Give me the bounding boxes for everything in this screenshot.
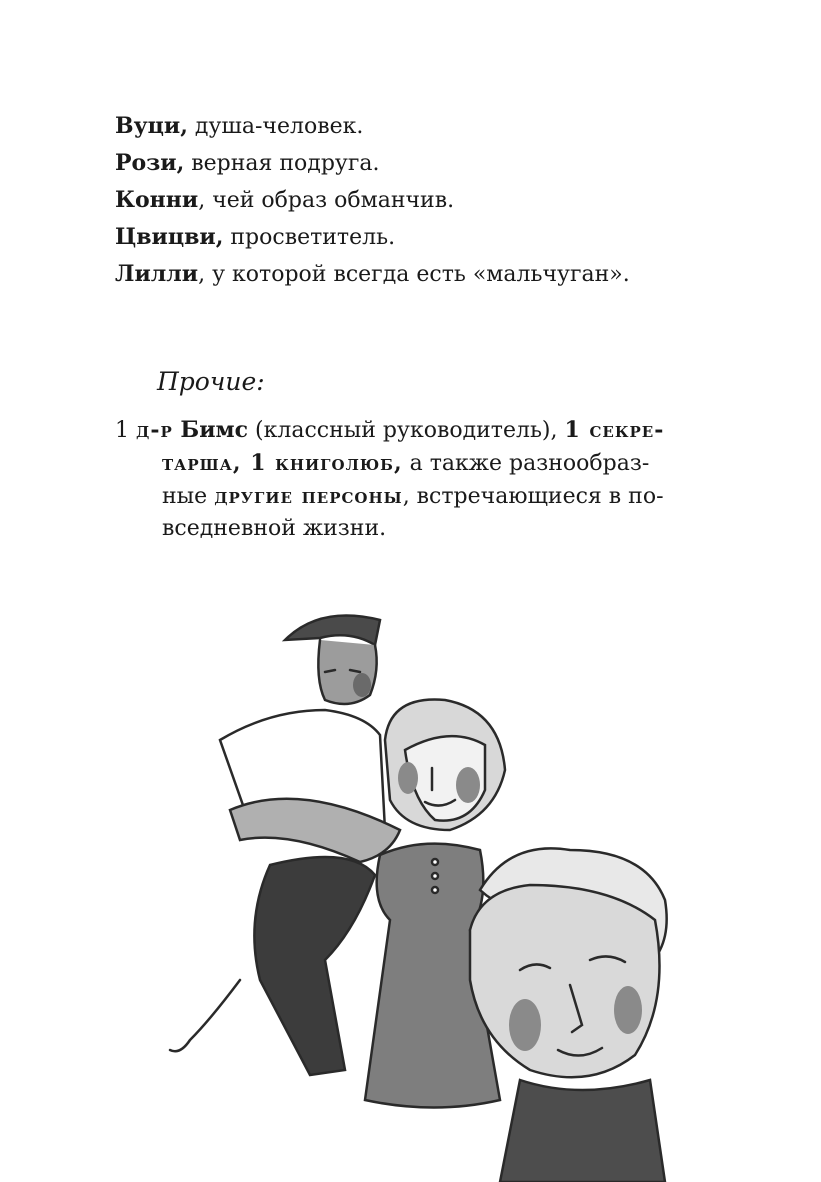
section-heading-others: Прочие: (157, 367, 265, 396)
others-line-3 (115, 480, 701, 513)
text-run: (классный руководитель), (248, 418, 565, 443)
text-run-smallcaps: тарша, 1 книголюб, (162, 450, 403, 476)
separator: , (198, 188, 206, 213)
separator: , (180, 113, 188, 139)
character-description: у которой всегда есть «мальчуган». (205, 262, 630, 287)
separator: , (198, 262, 206, 287)
text-run: вседневной жизни. (162, 516, 387, 541)
characters-illustration (150, 600, 670, 1182)
cast-entry-lilli (115, 256, 735, 293)
cast-entry-tsvitsvi (115, 219, 735, 256)
cast-entry-vutsi (115, 108, 735, 145)
text-run: ные (162, 484, 215, 509)
others-line-1 (115, 414, 701, 447)
text-run: а также разнообраз- (402, 451, 650, 476)
character-description: чей образ обманчив. (205, 188, 455, 213)
character-name: Конни (115, 187, 199, 213)
character-description: душа-человек. (187, 114, 364, 139)
others-paragraph (115, 414, 701, 545)
others-line-4 (115, 513, 701, 545)
character-description: просветитель. (223, 225, 396, 250)
character-name: Вуци (115, 113, 181, 139)
cast-list (115, 108, 735, 293)
text-run-smallcaps: д-р (136, 417, 173, 443)
text-run-bold: Бимс (172, 417, 249, 443)
cast-entry-konni (115, 182, 735, 219)
others-line-2 (115, 447, 701, 480)
separator: , (176, 150, 185, 176)
character-description: верная подруга. (184, 151, 380, 176)
text-run: 1 (115, 418, 136, 443)
boy-figure (470, 848, 667, 1182)
cast-entry-rozi (115, 145, 735, 182)
character-name: Цвицви (115, 224, 216, 250)
man-figure (170, 616, 400, 1076)
text-run-smallcaps: другие персоны (214, 483, 403, 509)
text-run: , встречающиеся в по- (402, 484, 664, 509)
character-name: Рози (115, 150, 177, 176)
character-name: Лилли (115, 261, 199, 287)
text-run-smallcaps: 1 секре- (564, 417, 665, 443)
separator: , (215, 224, 224, 250)
